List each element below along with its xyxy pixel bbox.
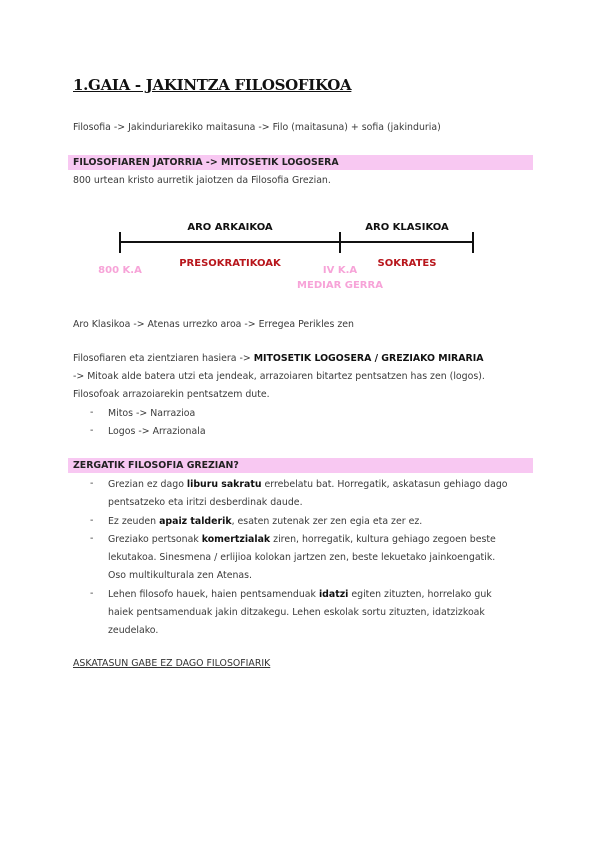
closing-statement: ASKATASUN GABE EZ DAGO FILOSOFIARIK <box>73 658 271 669</box>
bullet-commercial-cont: lekutakoa. Sinesmena / erlijioa kolokan jartzen zen, beste lekuetako jainkoengatik. <box>108 552 496 563</box>
bullet-sacred-book-cont: pentsatzeko eta iritzi desberdinak daude. <box>108 497 303 508</box>
list-item-mitos: Mitos -> Narrazioa <box>108 408 196 419</box>
date-800-label: 800 K.A <box>98 265 142 276</box>
list-item-logos: Logos -> Arrazionala <box>108 426 206 437</box>
bullet-commercial: Greziako pertsonak komertzialak ziren, horregatik, kultura gehiago zegoen beste <box>108 534 496 545</box>
origin-line: 800 urtean kristo aurretik jaiotzen da Filosofia Grezian. <box>73 175 331 186</box>
list-dash: - <box>90 533 94 544</box>
science-start-line: Filosofiaren eta zientziaren hasiera -> MITOSETIK LOGOSERA / GREZIAKO MIRARIA <box>73 353 484 364</box>
list-dash: - <box>90 588 94 599</box>
era-archaic-label: ARO ARKAIKOA <box>187 222 273 233</box>
mediar-gerra-label: MEDIAR GERRA <box>297 280 383 291</box>
period-socrates-label: SOKRATES <box>377 258 437 269</box>
period-presocratic-label: PRESOKRATIKOAK <box>179 258 281 269</box>
era-classic-label: ARO KLASIKOA <box>365 222 449 233</box>
bullet-sacred-book: Grezian ez dago liburu sakratu errebelatu bat. Horregatik, askatasun gehiago dago <box>108 479 508 490</box>
bullet-writing: Lehen filosofo hauek, haien pentsamenduak idatzi egiten zituzten, horrelako guk <box>108 589 492 600</box>
bullet-commercial-cont2: Oso multikulturala zen Atenas. <box>108 570 253 581</box>
list-dash: - <box>90 478 94 489</box>
mitosetik-logosera-bold: MITOSETIK LOGOSERA / GREZIAKO MIRARIA <box>253 353 484 364</box>
date-iv-label: IV K.A <box>322 265 358 276</box>
klasikoa-line: Aro Klasikoa -> Atenas urrezko aroa -> Erregea Perikles zen <box>73 319 354 330</box>
list-dash: - <box>90 425 94 436</box>
bullet-writing-cont: haiek pentsamenduak jakin ditzakegu. Lehen eskolak sortu zituzten, idatzizkoak <box>108 607 485 618</box>
myths-line: -> Mitoak alde batera utzi eta jendeak, arrazoiaren bitartez pentsatzen has zen (logos). <box>73 371 485 382</box>
bullet-writing-cont2: zeudelako. <box>108 625 159 636</box>
philosophers-line: Filosofoak arrazoiarekin pentsatzem dute. <box>73 389 270 400</box>
section-heading-why-greece: ZERGATIK FILOSOFIA GREZIAN? <box>68 458 533 473</box>
section-heading-origin: FILOSOFIAREN JATORRIA -> MITOSETIK LOGOSERA <box>68 155 533 170</box>
intro-line: Filosofia -> Jakinduriarekiko maitasuna -> Filo (maitasuna) + sofia (jakinduria) <box>73 122 441 133</box>
page-title: 1.GAIA - JAKINTZA FILOSOFIKOA <box>73 76 352 94</box>
list-dash: - <box>90 515 94 526</box>
list-dash: - <box>90 407 94 418</box>
bullet-priests: Ez zeuden apaiz talderik, esaten zutenak zer zen egia eta zer ez. <box>108 516 423 527</box>
